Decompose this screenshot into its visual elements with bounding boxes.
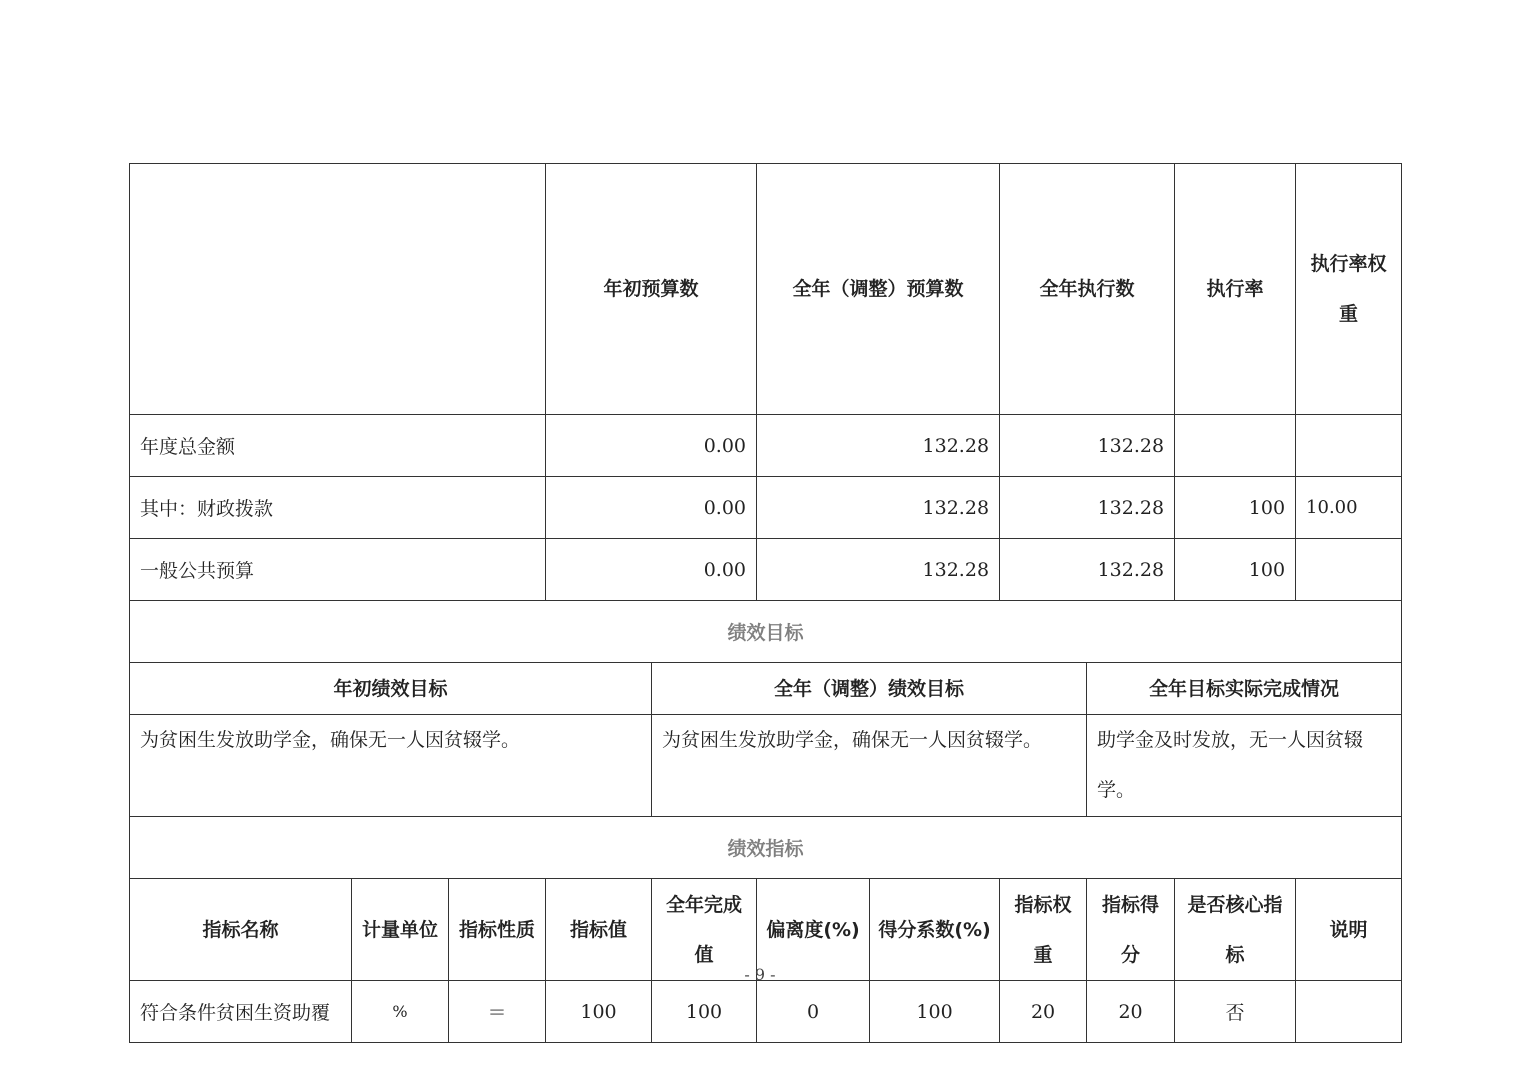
indicator-row (130, 981, 1402, 1043)
goals-header-initial: 年初绩效目标 (130, 663, 652, 715)
budget-row (130, 477, 1402, 539)
budget-row-executed: 132.28 (1000, 477, 1175, 539)
goals-section-title: 绩效目标 (130, 601, 1402, 663)
budget-row-initial: 0.00 (546, 415, 757, 477)
budget-row-rate: 100 (1175, 477, 1296, 539)
budget-header-row (130, 164, 1402, 415)
budget-header-executed: 全年执行数 (1000, 164, 1175, 415)
budget-row-weight (1296, 539, 1402, 601)
budget-row-initial: 0.00 (546, 477, 757, 539)
budget-row-adjusted: 132.28 (757, 477, 1000, 539)
indicator-name: 符合条件贫困生资助覆 (130, 981, 352, 1043)
budget-row-executed: 132.28 (1000, 415, 1175, 477)
goals-header-actual: 全年目标实际完成情况 (1087, 663, 1402, 715)
indicator-unit: % (352, 981, 449, 1043)
indicators-header-score: 指标得分 (1087, 879, 1175, 981)
budget-row-rate (1175, 415, 1296, 477)
budget-row-adjusted: 132.28 (757, 415, 1000, 477)
indicator-coefficient: 100 (870, 981, 1000, 1043)
budget-row-initial: 0.00 (546, 539, 757, 601)
budget-header-blank (130, 164, 546, 415)
budget-row-weight: 10.00 (1296, 477, 1402, 539)
goals-value-adjusted: 为贫困生发放助学金，确保无一人因贫辍学。 (652, 715, 1087, 817)
indicators-section-title: 绩效指标 (130, 817, 1402, 879)
budget-row-weight (1296, 415, 1402, 477)
goals-values-row (130, 715, 1402, 817)
indicator-note (1296, 981, 1402, 1043)
goals-value-actual: 助学金及时发放，无一人因贫辍学。 (1087, 715, 1402, 817)
indicator-value: 100 (546, 981, 652, 1043)
budget-row (130, 539, 1402, 601)
goals-title-row (130, 601, 1402, 663)
goals-header-adjusted: 全年（调整）绩效目标 (652, 663, 1087, 715)
performance-table (129, 163, 1402, 1043)
indicator-completed: 100 (652, 981, 757, 1043)
indicators-header-unit: 计量单位 (352, 879, 449, 981)
indicators-title-row (130, 817, 1402, 879)
budget-row-adjusted: 132.28 (757, 539, 1000, 601)
budget-header-adjusted: 全年（调整）预算数 (757, 164, 1000, 415)
indicators-header-value: 指标值 (546, 879, 652, 981)
indicator-nature: ＝ (449, 981, 546, 1043)
indicators-header-name: 指标名称 (130, 879, 352, 981)
indicator-core: 否 (1175, 981, 1296, 1043)
budget-row-executed: 132.28 (1000, 539, 1175, 601)
goals-value-initial: 为贫困生发放助学金，确保无一人因贫辍学。 (130, 715, 652, 817)
budget-row-label: 其中：财政拨款 (130, 477, 546, 539)
indicators-header-weight: 指标权重 (1000, 879, 1087, 981)
budget-header-rate: 执行率 (1175, 164, 1296, 415)
budget-row-label: 年度总金额 (130, 415, 546, 477)
page-number: - 9 - (744, 965, 776, 984)
indicator-score: 20 (1087, 981, 1175, 1043)
indicators-header-deviation: 偏离度(%) (757, 879, 870, 981)
budget-header-weight: 执行率权重 (1296, 164, 1402, 415)
budget-row-label: 一般公共预算 (130, 539, 546, 601)
indicators-header-coefficient: 得分系数(%) (870, 879, 1000, 981)
indicators-header-completed: 全年完成值 (652, 879, 757, 981)
budget-header-initial: 年初预算数 (546, 164, 757, 415)
budget-row (130, 415, 1402, 477)
indicator-weight: 20 (1000, 981, 1087, 1043)
indicators-header-nature: 指标性质 (449, 879, 546, 981)
indicators-header-note: 说明 (1296, 879, 1402, 981)
indicator-deviation: 0 (757, 981, 870, 1043)
goals-header-row (130, 663, 1402, 715)
indicators-header-core: 是否核心指标 (1175, 879, 1296, 981)
budget-row-rate: 100 (1175, 539, 1296, 601)
